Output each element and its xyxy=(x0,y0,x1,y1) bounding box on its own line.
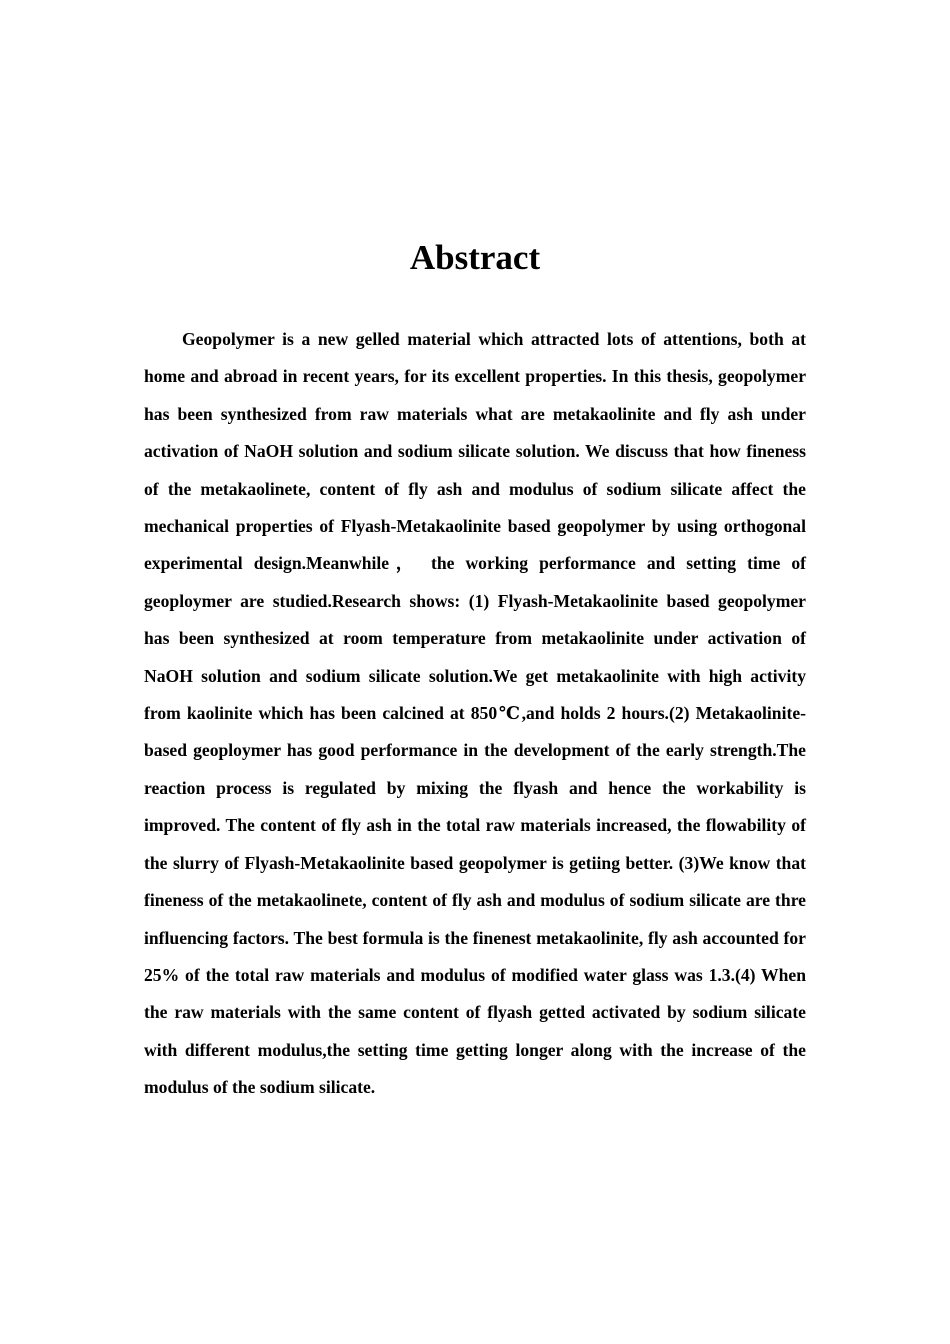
abstract-title: Abstract xyxy=(409,238,541,277)
abstract-paragraph: Geopolymer is a new gelled material which attracted lots of attentions, both at home and abroad in recent years, for its excellent properties. In this thesis, geopolymer has been synthesized from raw materials what are metakaolinite and fly ash under activation of NaOH solution and sodium silicate solution. We discuss that how fineness of the metakaolinete, content of fly ash and modulus of sodium silicate affect the mechanical properties of Flyash-Metakaolinite based geopolymer by using orthogonal experimental design.Meanwhile， the working performance and setting time of geoploymer are studied.Research shows: (1) Flyash-Metakaolinite based geopolymer has been synthesized at room temperature from metakaolinite under activation of NaOH solution and sodium silicate solution.We get metakaolinite with high activity from kaolinite which has been calcined at 850℃,and holds 2 hours.(2) Metakaolinite-based geoploymer has good performance in the development of the early strength.The reaction process is regulated by mixing the flyash and hence the workability is improved. The content of fly ash in the total raw materials increased, the flowability of the slurry of Flyash-Metakaolinite based geopolymer is getiing better. (3)We know that fineness of the metakaolinete, content of fly ash and modulus of sodium silicate are thre influencing factors. The best formula is the finenest metakaolinite, fly ash accounted for 25% of the total raw materials and modulus of modified water glass was 1.3.(4) When the raw materials with the same content of flyash getted activated by sodium silicate with different modulus,the setting time getting longer along with the increase of the modulus of the sodium silicate. xyxy=(144,329,806,1098)
